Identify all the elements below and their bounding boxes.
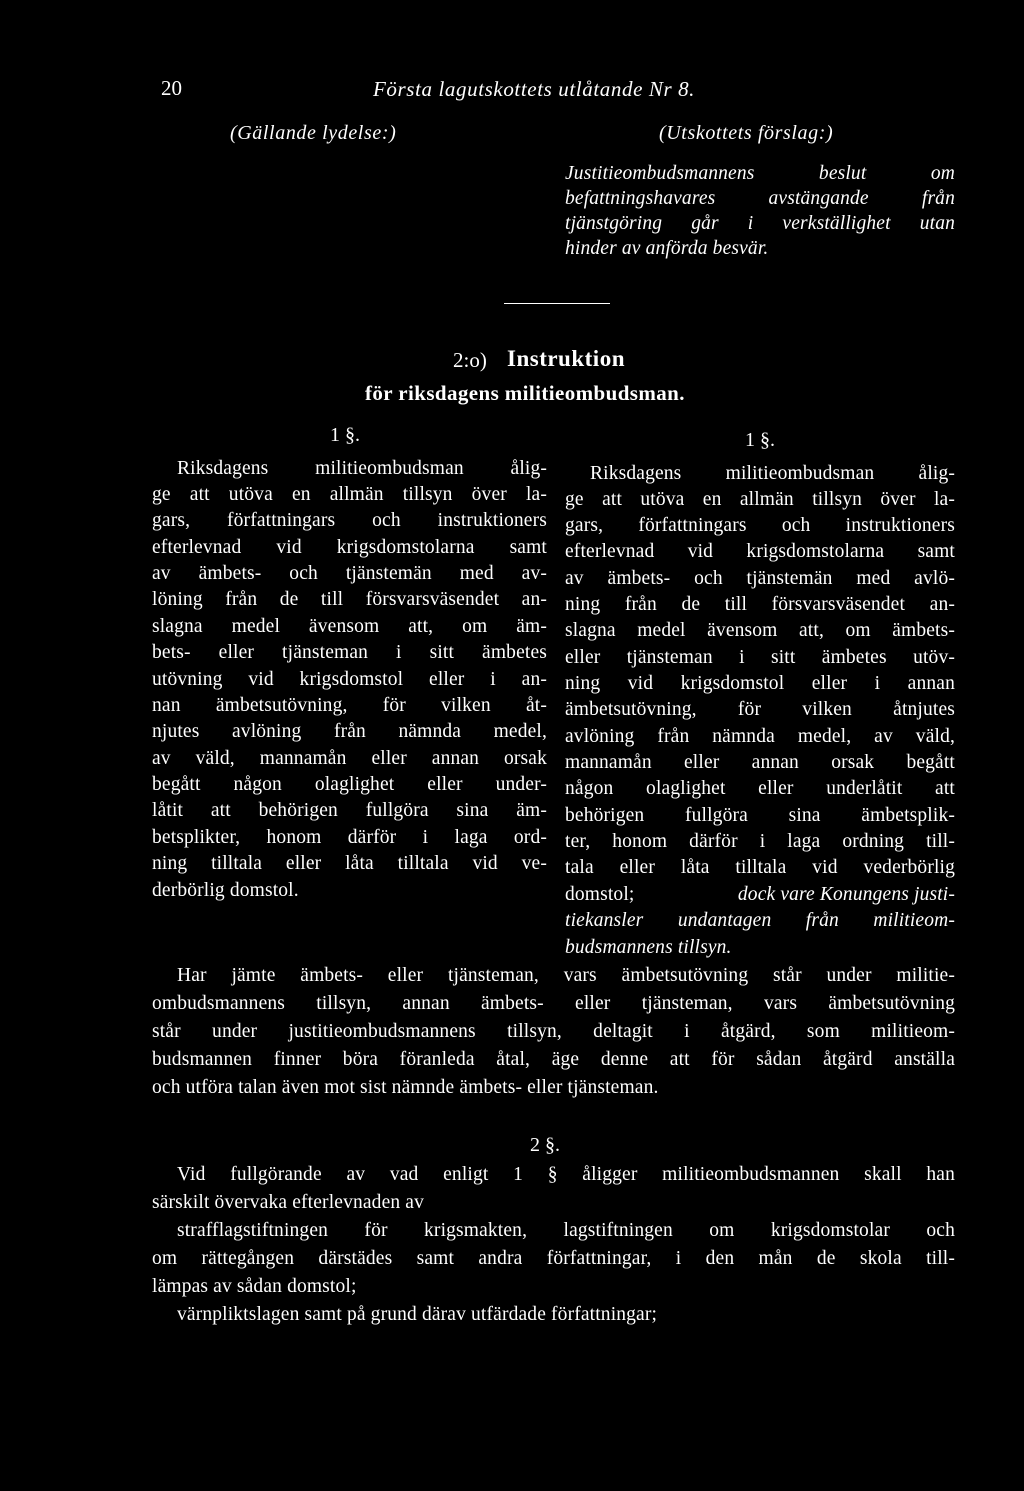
left-column-line: slagna medel ävensom att, om äm- <box>152 616 547 637</box>
right-column-line: behörigen fullgöra sina ämbetsplik- <box>565 805 955 826</box>
right-column-line: ge att utöva en allmän tillsyn över la- <box>565 489 955 510</box>
right-column-line: slagna medel ävensom att, om ämbets- <box>565 620 955 641</box>
left-column-line: derbörlig domstol. <box>152 880 299 901</box>
right-line-italic: dock vare Konungens justi- <box>737 884 955 905</box>
paragraph-2-item-line: lämpas av sådan domstol; <box>152 1276 357 1297</box>
right-section-marker: 1 §. <box>745 429 775 451</box>
left-column-line: begått någon olaglighet eller under- <box>152 774 547 795</box>
left-section-marker: 1 §. <box>330 424 360 446</box>
left-column-line: betsplikter, honom därför i laga ord- <box>152 827 547 848</box>
right-column-line: ter, honom därför i laga ordning till- <box>565 831 955 852</box>
proposal-note-line: tjänstgöring går i verkställighet utan <box>565 213 955 234</box>
running-title: Första lagutskottets utlåtande Nr 8. <box>373 77 696 101</box>
section-2-marker: 2 §. <box>530 1134 560 1156</box>
page-number: 20 <box>161 76 182 100</box>
section-title: Instruktion <box>507 346 625 371</box>
paragraph-2-line: Vid fullgörande av vad enligt 1 § åligger militieombudsmannen skall han <box>177 1164 955 1185</box>
full-width-line: ombudsmannens tillsyn, annan ämbets- eller tjänsteman, vars ämbetsutövning <box>152 993 955 1014</box>
left-column-line: löning från de till försvarsväsendet an- <box>152 589 547 610</box>
proposal-note-line: hinder av anförda besvär. <box>565 238 769 259</box>
left-column-line: njutes avlöning från nämnda medel, <box>152 721 547 742</box>
left-column-line: av ämbets- och tjänstemän med av- <box>152 563 547 584</box>
right-column-line: mannamån eller annan orsak begått <box>565 752 955 773</box>
paragraph-2-item-line: om rättegången därstädes samt andra författningar, i den mån de skola till- <box>152 1248 955 1269</box>
left-column-line: gars, författningars och instruktioners <box>152 510 547 531</box>
right-italic-line: tiekansler undantagen från militieom- <box>565 910 955 931</box>
left-column-line: ning tilltala eller låta tilltala vid ve- <box>152 853 547 874</box>
proposal-note-line: Justitieombudsmannens beslut om <box>565 163 955 184</box>
right-column-line: ämbetsutövning, för vilken åtnjutes <box>565 699 955 720</box>
left-column-line: utövning vid krigsdomstol eller i an- <box>152 669 547 690</box>
left-column-line: bets- eller tjänsteman i sitt ämbetes <box>152 642 547 663</box>
right-column-heading: (Utskottets förslag:) <box>659 122 834 144</box>
full-width-line: budsmannen finner böra föranleda åtal, äge denne att för sådan åtgärd anställa <box>152 1049 955 1070</box>
left-column-line: låtit att behörigen fullgöra sina äm- <box>152 800 547 821</box>
right-line-roman: domstol; <box>565 884 635 905</box>
paragraph-2-item-line: värnpliktslagen samt på grund därav utfärdade författningar; <box>177 1304 658 1325</box>
section-subtitle: för riksdagens militieombudsman. <box>365 381 685 405</box>
full-width-line: står under justitieombudsmannens tillsyn, deltagit i åtgärd, som militieom- <box>152 1021 955 1042</box>
left-column-line: av väld, mannamån eller annan orsak <box>152 748 547 769</box>
right-column-line <box>565 884 955 906</box>
proposal-note-line: befattningshavares avstängande från <box>565 188 955 209</box>
left-column-line: Riksdagens militieombudsman ålig- <box>177 458 547 479</box>
left-column-heading: (Gällande lydelse:) <box>230 122 397 144</box>
left-column-line: ge att utöva en allmän tillsyn över la- <box>152 484 547 505</box>
paragraph-2-item-line: strafflagstiftningen för krigsmakten, lagstiftningen om krigsdomstolar och <box>177 1220 955 1241</box>
paragraph-2-line: särskilt övervaka efterlevnaden av <box>152 1192 425 1213</box>
right-italic-line: budsmannens tillsyn. <box>565 937 732 958</box>
right-column-line: någon olaglighet eller underlåtit att <box>565 778 955 799</box>
right-column-line: efterlevnad vid krigsdomstolarna samt <box>565 541 955 562</box>
left-column-line: nan ämbetsutövning, för vilken åt- <box>152 695 547 716</box>
right-column-line: av ämbets- och tjänstemän med avlö- <box>565 568 955 589</box>
section-number: 2:o) <box>453 348 487 372</box>
right-column-line: tala eller låta tilltala vid vederbörlig <box>565 857 955 878</box>
left-column-line: efterlevnad vid krigsdomstolarna samt <box>152 537 547 558</box>
separator-rule <box>504 303 610 304</box>
right-column-line: eller tjänsteman i sitt ämbetes utöv- <box>565 647 955 668</box>
right-column-line: gars, författningars och instruktioners <box>565 515 955 536</box>
right-column-line: ning från de till försvarsväsendet an- <box>565 594 955 615</box>
full-width-line: Har jämte ämbets- eller tjänsteman, vars ämbetsutövning står under militie- <box>177 965 955 986</box>
right-column-line: ning vid krigsdomstol eller i annan <box>565 673 955 694</box>
right-column-line: avlöning från nämnda medel, av väld, <box>565 726 955 747</box>
right-column-line: Riksdagens militieombudsman ålig- <box>590 463 955 484</box>
full-width-line: och utföra talan även mot sist nämnde ämbets- eller tjänsteman. <box>152 1077 659 1098</box>
